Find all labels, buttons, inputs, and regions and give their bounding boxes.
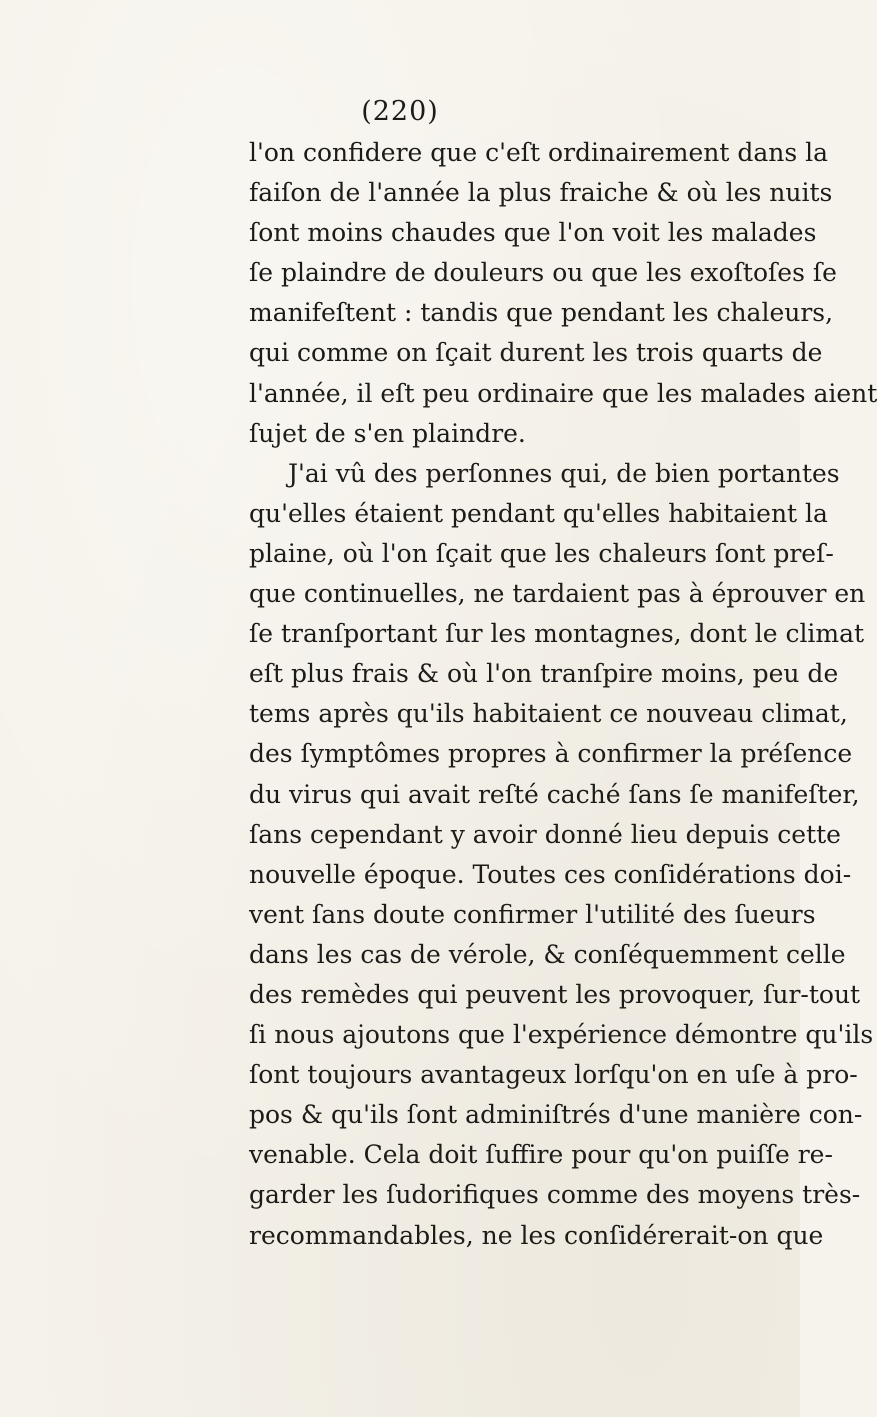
text-line: manifeſtent : tandis que pendant les chaleurs, [249,298,834,328]
text-line: des remèdes qui peuvent les provoquer, ſur-tout [249,979,861,1009]
text-line: ſont toujours avantageux lorſqu'on en uſe à pro- [249,1060,858,1090]
text-line: qui comme on ſçait durent les trois quarts de [249,338,823,368]
paragraph-first-line: J'ai vû des perſonnes qui, de bien portantes [288,458,840,488]
text-line: ſont moins chaudes que l'on voit les malades [249,218,817,248]
text-line: tems après qu'ils habitaient ce nouveau climat, [249,699,848,729]
text-line: ſujet de s'en plaindre. [249,418,526,448]
text-line: pos & qu'ils ſont adminiſtrés d'une manière con- [249,1100,863,1130]
text-line: l'année, il eſt peu ordinaire que les malades aient [249,378,877,408]
text-line: eſt plus frais & où l'on tranſpire moins, peu de [249,659,839,689]
text-line: recommandables, ne les conſidérerait-on que [249,1220,824,1250]
text-line: dans les cas de vérole, & conſéquemment celle [249,939,846,969]
text-line: garder les ſudorifiques comme des moyens très- [249,1180,861,1210]
page-number: (220) [361,96,439,127]
text-line: ſe plaindre de douleurs ou que les exoſtoſes ſe [249,258,837,288]
text-line: faiſon de l'année la plus fraiche & où les nuits [249,178,833,208]
text-line: vent ſans doute confirmer l'utilité des ſueurs [249,899,816,929]
text-line: plaine, où l'on ſçait que les chaleurs ſont preſ- [249,538,834,568]
text-line: ſe tranſportant ſur les montagnes, dont le climat [249,619,865,649]
text-line: du virus qui avait reſté caché ſans ſe manifeſter, [249,779,860,809]
text-line: l'on confidere que c'eſt ordinairement dans la [249,138,829,167]
text-line: venable. Cela doit ſuffire pour qu'on puiſſe re- [249,1140,833,1170]
text-line: ſans cependant y avoir donné lieu depuis cette [249,819,841,849]
text-line: que continuelles, ne tardaient pas à éprouver en [249,579,866,609]
text-line: ſi nous ajoutons que l'expérience démontre qu'ils [249,1020,874,1050]
text-line: des ſymptômes propres à confirmer la préſence [249,739,853,769]
body-text-lines [249,133,877,1256]
text-line: nouvelle époque. Toutes ces conſidérations doi- [249,859,852,889]
text-line: qu'elles étaient pendant qu'elles habitaient la [249,498,828,528]
